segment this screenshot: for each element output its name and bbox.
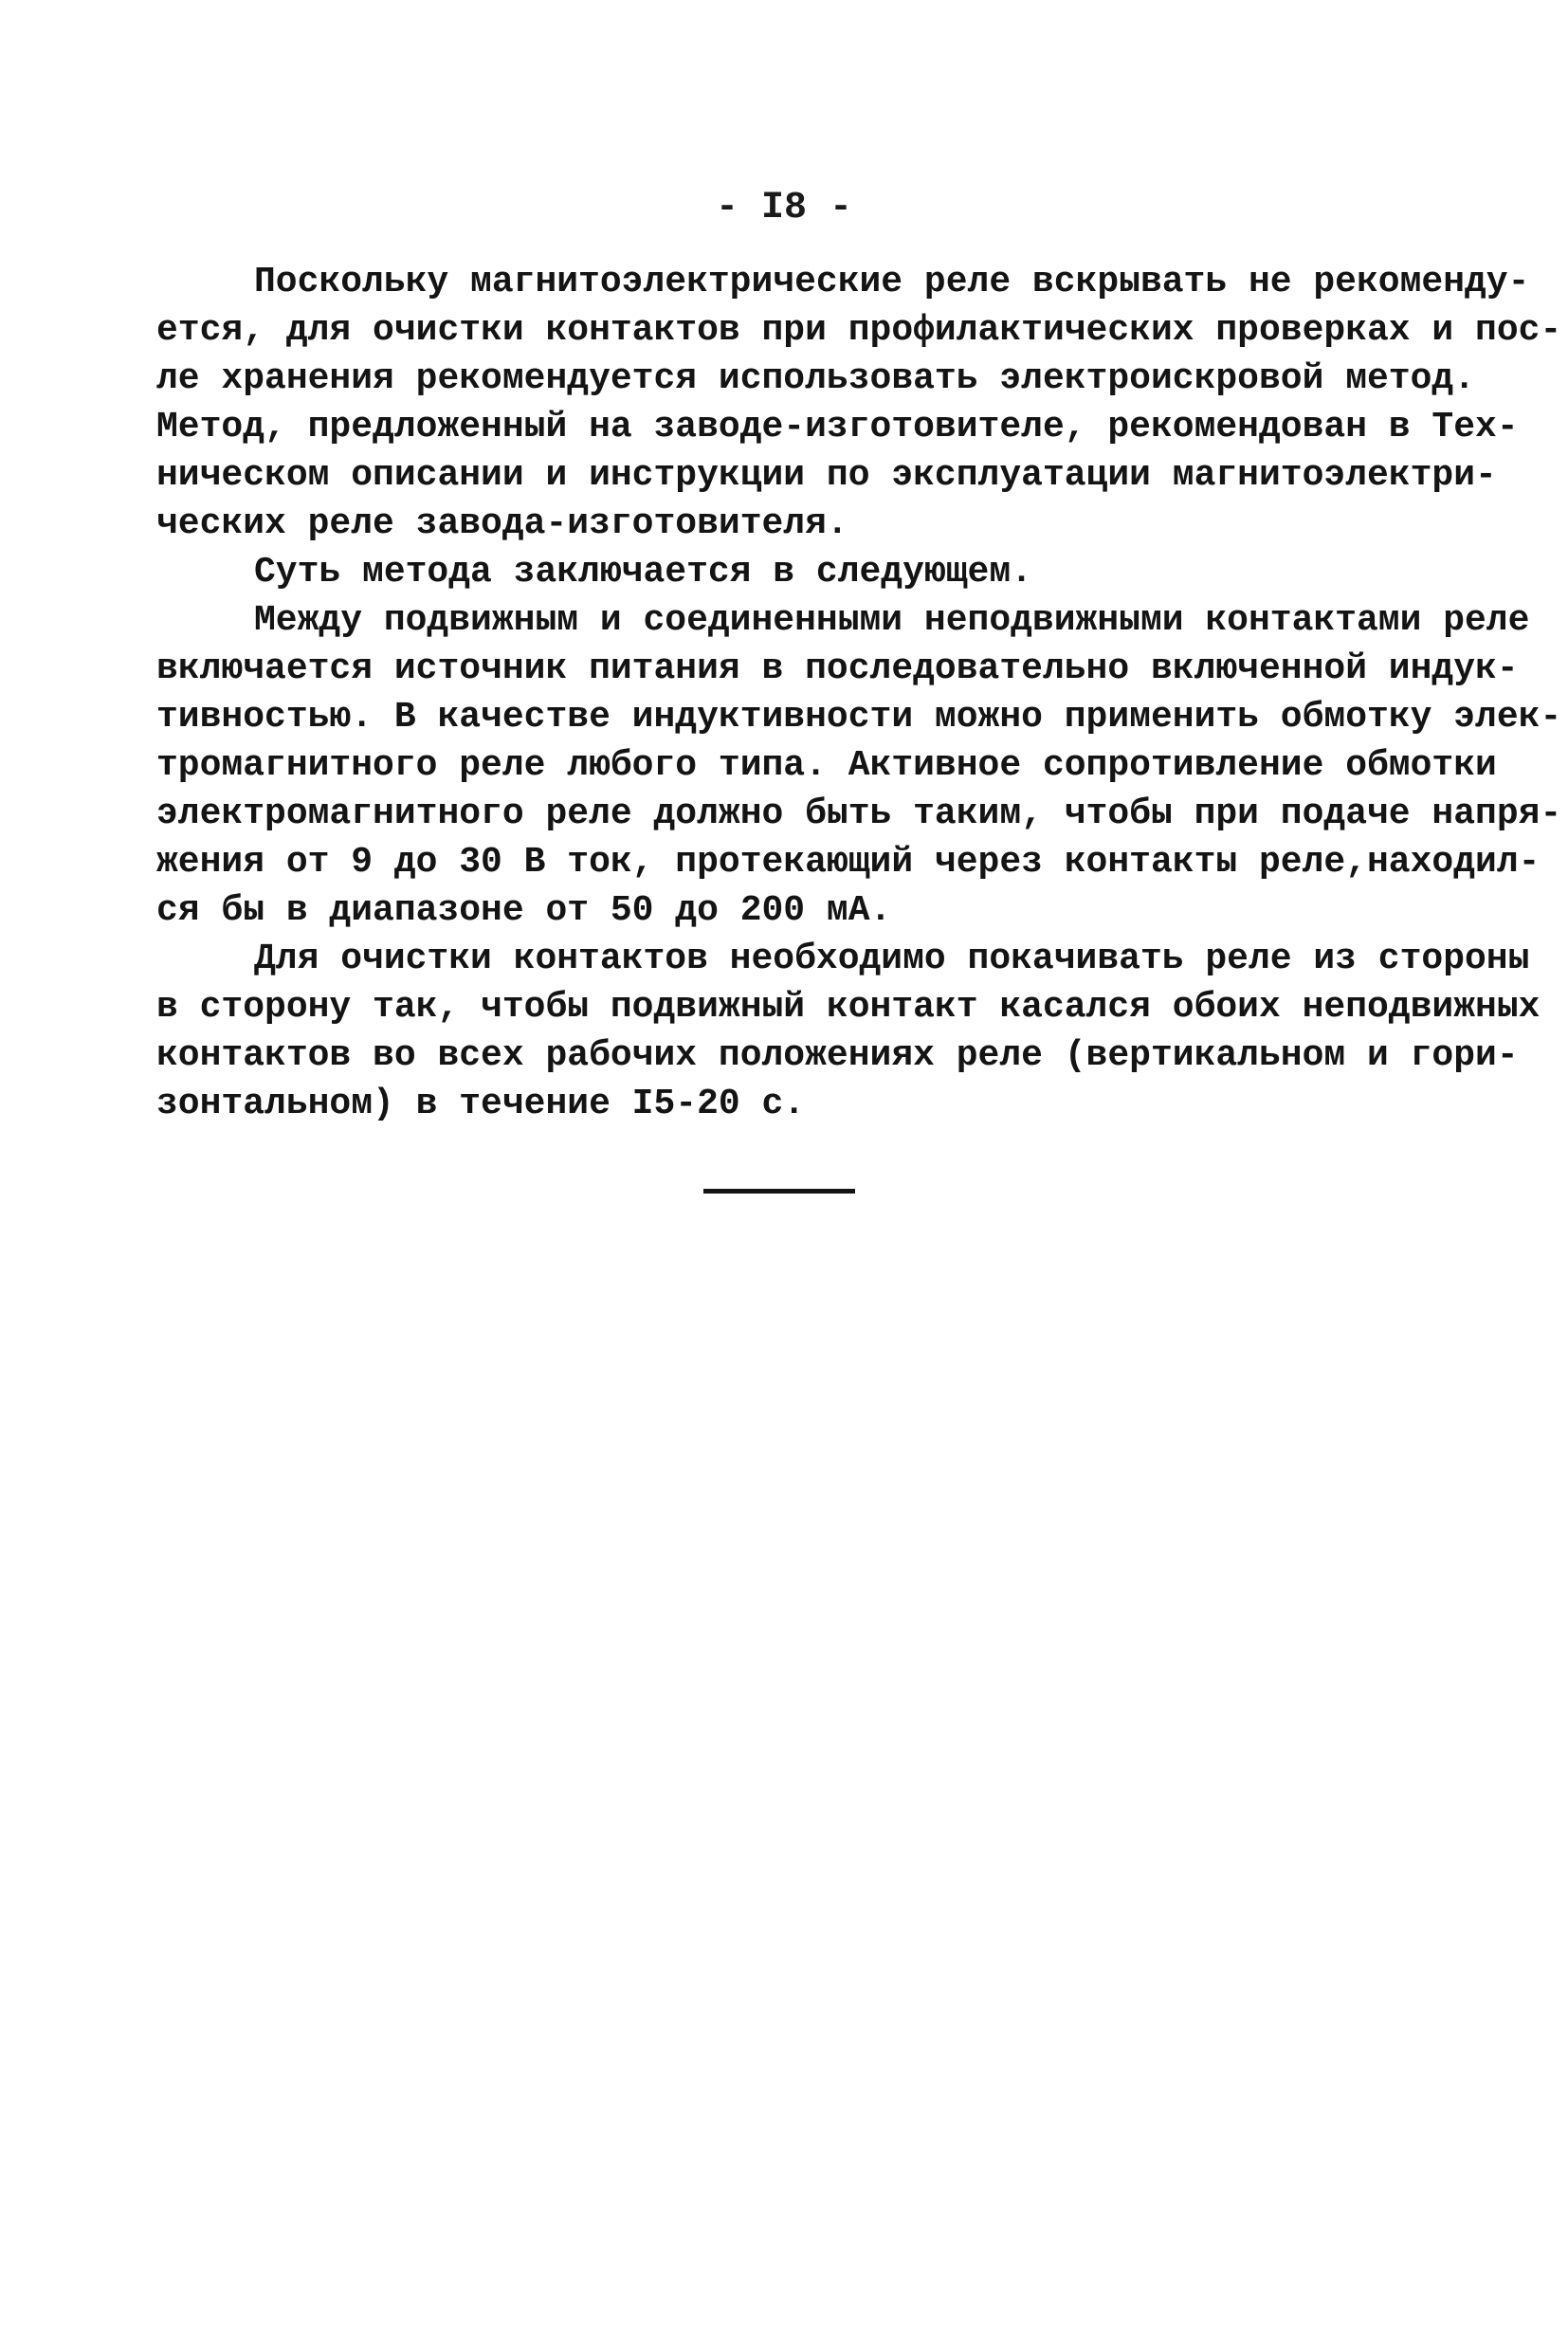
text-line: ническом описании и инструкции по эксплуатации магнитоэлектри- [156,455,1497,496]
text-line: контактов во всех рабочих положениях реле (вертикальном и гори- [156,1035,1519,1076]
text-line: ется, для очистки контактов при профилактических проверках и пос- [156,310,1562,351]
text-line: Для очистки контактов необходимо покачивать реле из стороны [254,939,1530,979]
paragraph [156,258,1562,548]
text-line: Между подвижным и соединенными неподвижными контактами реле [254,600,1530,641]
text-line: Суть метода заключается в следующем. [254,552,1032,593]
text-line: тромагнитного реле любого типа. Активное сопротивление обмотки [156,745,1497,786]
paragraph [156,935,1541,1128]
text-line: жения от 9 до 30 В ток, протекающий через контакты реле,находил- [156,842,1541,883]
paragraph [156,596,1562,935]
text-line: Поскольку магнитоэлектрические реле вскрывать не рекоменду- [254,262,1530,302]
text-line: Метод, предложенный на заводе-изготовителе, рекомендован в Тех- [156,407,1519,447]
text-line: ле хранения рекомендуется использовать электроискровой метод. [156,358,1476,399]
text-line: зонтальном) в течение I5-20 с. [156,1084,806,1124]
body-text [156,258,1562,1128]
page-number: - I8 - [715,187,853,229]
text-line: электромагнитного реле должно быть таким, чтобы при подаче напря- [156,793,1562,834]
text-line: ся бы в диапазоне от 50 до 200 мА. [156,890,892,931]
text-line: тивностью. В качестве индуктивности можно применить обмотку элек- [156,697,1562,738]
paragraph [156,548,1446,596]
end-rule [703,1189,855,1194]
text-line: в сторону так, чтобы подвижный контакт касался обоих неподвижных [156,987,1541,1028]
text-line: ческих реле завода-изготовителя. [156,503,848,544]
text-line: включается источник питания в последовательно включенной индук- [156,648,1519,689]
